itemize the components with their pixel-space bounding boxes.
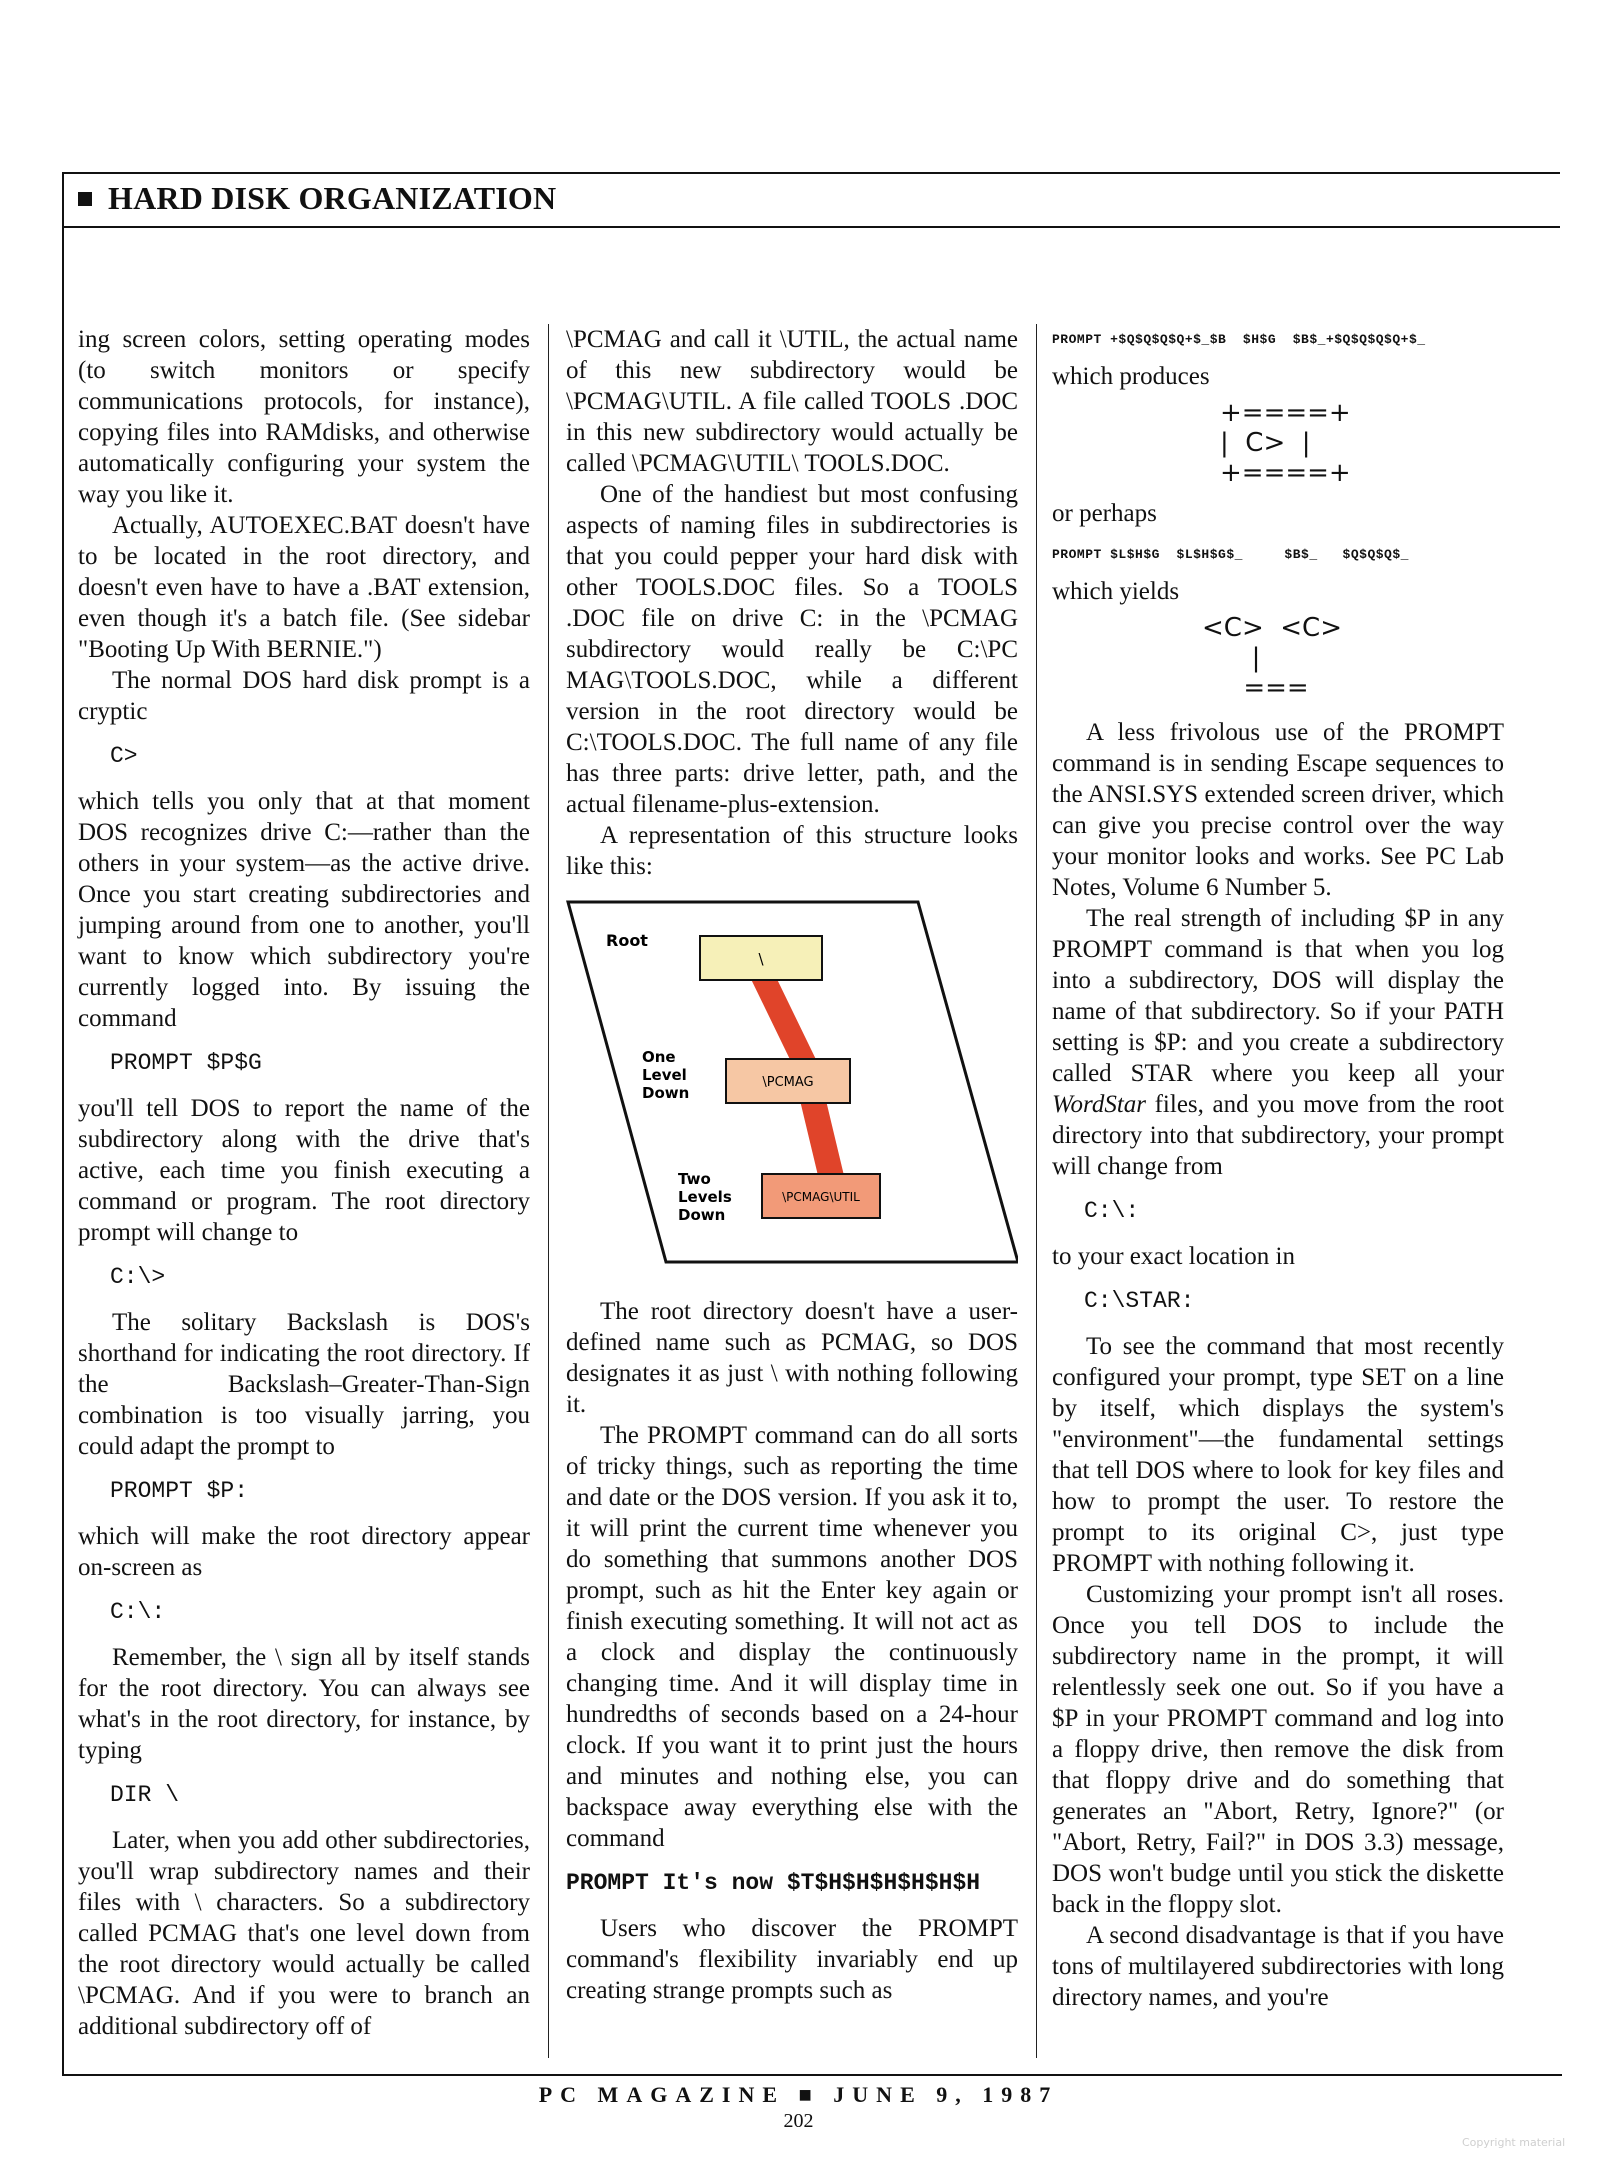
code-line: DIR \ <box>110 1782 180 1808</box>
code-line: PROMPT $P: <box>110 1478 249 1504</box>
paragraph: \PCMAG and call it \UTIL, the actual name of this new subdirectory would be \PCMAG\UTIL. A file called TOOLS .DOC in this new subdirectory would actually be called \PCMAG\UTIL\ TOOLS.DOC. <box>566 326 1018 477</box>
code-line: C:\: <box>110 1599 166 1625</box>
paragraph: Users who discover the PROMPT command's flexibility invariably end up creating strange prompts such as <box>566 1915 1018 2004</box>
paragraph: Actually, AUTOEXEC.BAT doesn't have to be located in the root directory, and doesn't even have to have a .BAT extension, even though it's a batch file. (See sidebar "Booting Up With BERNIE.") <box>78 512 530 663</box>
paragraph <box>1052 903 1504 1182</box>
magazine-footer: PC MAGAZINE ■ JUNE 9, 1987 <box>538 2082 1059 2107</box>
paragraph: The root directory doesn't have a user-defined name such as PCMAG, so DOS designates it as just \ with nothing following it. <box>566 1298 1018 1418</box>
code-line: C:\: <box>1084 1198 1140 1224</box>
prompt-art: +====+ | C> | +====+ <box>1220 398 1351 488</box>
code-line: C:\STAR: <box>1084 1288 1195 1314</box>
paragraph: A less frivolous use of the PROMPT command is in sending Escape sequences to the ANSI.SYS extended screen driver, which can give you precise control over the way your monitor looks and works. See PC Lab Notes, Volume 6 Number 5. <box>1052 719 1504 901</box>
paragraph: or perhaps <box>1052 500 1157 527</box>
code-line: PROMPT It's now $T$H$H$H$H$H$H <box>566 1870 981 1896</box>
paragraph: which will make the root directory appear on-screen as <box>78 1523 530 1581</box>
paragraph: To see the command that most recently configured your prompt, type SET on a line by itself, which displays the system's "environment"—the fundamental settings that tell DOS where to look for key files and how to prompt the user. To restore the prompt to its original C>, just type PROMPT with nothing following it. <box>1052 1333 1504 1577</box>
paragraph: The PROMPT command can do all sorts of tricky things, such as reporting the time and date or the DOS version. If you ask it to, it will print the current time whenever you do something that summons another DOS prompt, such as hit the Enter key again or finish executing something. It will not act as a clock and display the continuously changing time. And it will display time in hundredths of seconds based on a 24-hour clock. If you want it to print just the hours and minutes and nothing else, you can backspace away everything else with the command <box>566 1422 1018 1852</box>
paragraph-text: The real strength of including $P in any PROMPT command is that when you log into a subdirectory, DOS will display the name of that subdirectory. So if your PATH setting is $P: and you create a subdirectory called STAR where you keep all your <box>1052 905 1504 1087</box>
root-level-label: Root <box>606 931 648 950</box>
paragraph: One of the handiest but most confusing aspects of naming files in subdirectories is that you could pepper your hard disk with other TOOLS.DOC files. So a TOOLS .DOC file on drive C: in the \PCMAG subdirectory would really be C:\PC MAG\TOOLS.DOC, while a different version in the root directory would be C:\TOOLS.DOC. The full name of any file has three parts: drive letter, path, and the actual filename-plus-extension. <box>566 481 1018 818</box>
directory-tree-svg <box>566 894 1018 1274</box>
code-line: C> <box>110 743 138 769</box>
header-rule <box>62 226 1560 228</box>
paragraph: Remember, the \ sign all by itself stands for the root directory. You can always see what's in the root directory, for instance, by typing <box>78 1644 530 1764</box>
level2-box-label: \PCMAG\UTIL <box>782 1190 860 1204</box>
bullet-square-icon <box>78 192 92 206</box>
section-title: HARD DISK ORGANIZATION <box>108 180 557 216</box>
column-2 <box>566 324 1018 2006</box>
emphasis-text: WordStar <box>1052 1091 1147 1118</box>
paragraph-text: files, and you move from the root directory into that subdirectory, your prompt will change from <box>1052 1091 1504 1180</box>
column-divider <box>1036 324 1037 2058</box>
paragraph: The normal DOS hard disk prompt is a cryptic <box>78 667 530 725</box>
paragraph: which tells you only that at that moment DOS recognizes drive C:—rather than the others in your system—as the active drive. Once you start creating subdirectories and jumping around from one to another, you'll want to know which subdirectory you're currently logged into. By issuing the command <box>78 788 530 1032</box>
paragraph: you'll tell DOS to report the name of the subdirectory along with the drive that's active, each time you finish executing a command or program. The root directory prompt will change to <box>78 1095 530 1246</box>
paragraph: Later, when you add other subdirectories, you'll wrap subdirectory names and their files with \ characters. So a subdirectory called PCMAG that's one level down from the root directory would actually be called \PCMAG. And if you were to branch an additional subdirectory off of <box>78 1827 530 2040</box>
column-3 <box>1052 324 1504 2013</box>
code-line: C:\> <box>110 1264 166 1290</box>
paragraph: which yields <box>1052 578 1180 605</box>
level1-label: One Level Down <box>642 1048 690 1102</box>
level1-box-label: \PCMAG <box>762 1075 814 1090</box>
page-number: 202 <box>783 2110 814 2132</box>
root-box-label: \ <box>758 950 764 968</box>
watermark: Copyright material <box>1462 2136 1566 2149</box>
column-1 <box>78 324 530 2042</box>
code-line: PROMPT $L$H$G $L$H$G$_ $B$_ $Q$Q$Q$_ <box>1052 547 1409 562</box>
directory-tree-diagram <box>566 894 1018 1282</box>
code-line: PROMPT $P$G <box>110 1050 262 1076</box>
column-divider <box>548 324 549 2058</box>
paragraph: to your exact location in <box>1052 1243 1295 1270</box>
paragraph: ing screen colors, setting operating modes (to switch monitors or specify communications protocols, for instance), copying files into RAMdisks, and otherwise automatically configuring your system the way you like it. <box>78 326 530 508</box>
paragraph: A representation of this structure looks like this: <box>566 822 1018 880</box>
paragraph: which produces <box>1052 363 1210 390</box>
code-line: PROMPT +$Q$Q$Q$Q+$_$B $H$G $B$_+$Q$Q$Q$Q+$_ <box>1052 332 1426 347</box>
level2-label: Two Levels Down <box>678 1170 732 1224</box>
paragraph: The solitary Backslash is DOS's shorthand for indicating the root directory. If the Backslash–Greater-Than-Sign combination is too visually jarring, you could adapt the prompt to <box>78 1309 530 1460</box>
paragraph: A second disadvantage is that if you have tons of multilayered subdirectories with long directory names, and you're <box>1052 1922 1504 2011</box>
section-header <box>78 180 556 217</box>
prompt-art: <C> <C> | === <box>1202 613 1342 703</box>
paragraph: Customizing your prompt isn't all roses. Once you tell DOS to include the subdirectory name in the prompt, it will relentlessly seek one out. So if you have a $P in your PROMPT command and log into a floppy drive, then remove the disk from that floppy drive and do something that generates an "Abort, Retry, Ignore?" (or "Abort, Retry, Fail?" in DOS 3.3) message, DOS won't budge until you stick the diskette back in the floppy slot. <box>1052 1581 1504 1918</box>
